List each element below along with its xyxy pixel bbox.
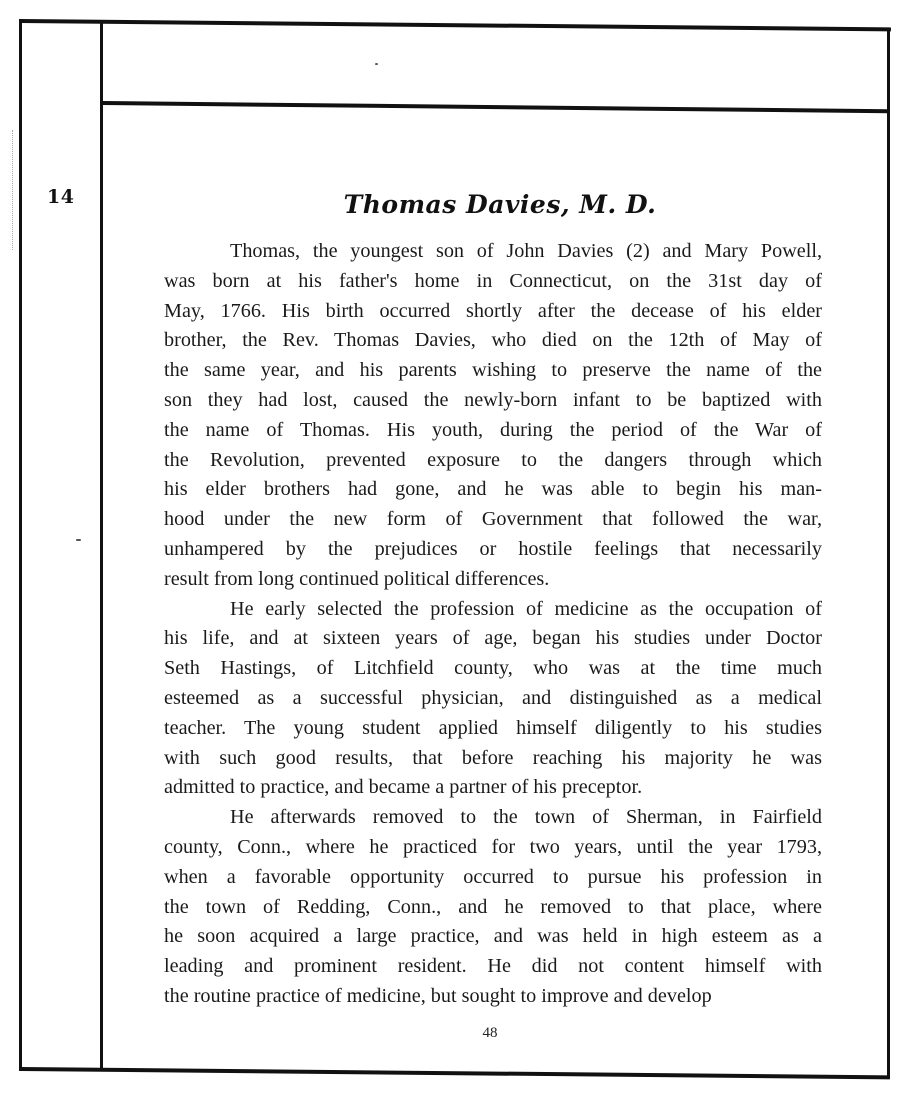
text-line-content: he soon acquired a large practice, and was held in high esteem as a	[164, 925, 822, 948]
paragraph	[164, 803, 822, 1012]
text-line	[164, 803, 822, 833]
header-band-divider	[102, 101, 889, 113]
text-line-content: the same year, and his parents wishing to preserve the name of the	[164, 359, 822, 382]
text-line	[164, 535, 822, 565]
text-line-content: He afterwards removed to the town of Sherman, in Fairfield	[230, 806, 822, 829]
text-line-content: the town of Redding, Conn., and he removed to that place, where	[164, 895, 822, 918]
text-line-content: the routine practice of medicine, but sought to improve and develop	[164, 984, 712, 1007]
text-line-content: admitted to practice, and became a partner of his preceptor.	[164, 776, 643, 799]
text-line-content: with such good results, that before reaching his majority he was	[164, 746, 822, 769]
margin-number: 14	[47, 186, 75, 208]
text-line-content: May, 1766. His birth occurred shortly after the decease of his elder	[164, 299, 822, 322]
text-line	[164, 446, 822, 476]
text-line-content: county, Conn., where he practiced for two years, until the year 1793,	[164, 835, 822, 858]
chapter-title: Thomas Davies, M. D.	[343, 190, 657, 219]
scan-speck	[76, 539, 81, 541]
text-line-content: Seth Hastings, of Litchfield county, who was at the time much	[164, 657, 822, 680]
text-line	[164, 356, 822, 386]
text-line	[164, 714, 822, 744]
text-line-content: was born at his father's home in Connecticut, on the 31st day of	[164, 269, 822, 292]
frame-right-border	[887, 29, 890, 1079]
text-line-content: teacher. The young student applied himself diligently to his studies	[164, 716, 822, 739]
text-line	[164, 773, 822, 803]
text-line-content: his life, and at sixteen years of age, began his studies under Doctor	[164, 627, 822, 650]
paragraph	[164, 595, 822, 804]
text-line-content: result from long continued political differences.	[164, 567, 550, 590]
text-line	[164, 952, 822, 982]
text-line-content: brother, the Rev. Thomas Davies, who died on the 12th of May of	[164, 329, 822, 352]
text-line-content: leading and prominent resident. He did not content himself with	[164, 955, 822, 978]
text-line	[164, 833, 822, 863]
text-line	[164, 565, 822, 595]
frame-left-border	[19, 19, 22, 1071]
text-line-content: unhampered by the prejudices or hostile feelings that necessarily	[164, 537, 822, 560]
text-line	[164, 654, 822, 684]
text-line	[164, 744, 822, 774]
text-line	[164, 386, 822, 416]
text-line-content: when a favorable opportunity occurred to pursue his profession in	[164, 865, 822, 888]
text-line-content: hood under the new form of Government that followed the war,	[164, 508, 822, 531]
text-line-content: the Revolution, prevented exposure to the dangers through which	[164, 448, 822, 471]
text-line-content: son they had lost, caused the newly-born infant to be baptized with	[164, 388, 822, 411]
scan-speck	[375, 63, 378, 65]
text-line	[164, 237, 822, 267]
frame-bottom-border	[20, 1067, 890, 1079]
text-line	[164, 684, 822, 714]
text-line	[164, 893, 822, 923]
text-line-content: Thomas, the youngest son of John Davies (2) and Mary Powell,	[230, 240, 822, 262]
text-line-content: He early selected the profession of medicine as the occupation of	[230, 597, 822, 620]
frame-top-border	[20, 19, 891, 31]
text-line	[164, 922, 822, 952]
paragraph	[164, 237, 822, 595]
text-line	[164, 982, 822, 1012]
gutter-divider	[100, 21, 103, 1069]
text-line	[164, 863, 822, 893]
text-line	[164, 267, 822, 297]
text-line-content: his elder brothers had gone, and he was able to begin his man-	[164, 478, 822, 501]
text-line-content: the name of Thomas. His youth, during the period of the War of	[164, 418, 822, 441]
text-line	[164, 624, 822, 654]
text-line	[164, 326, 822, 356]
scan-artifact-dotted-margin	[12, 130, 14, 250]
folio-page-number: 48	[482, 1025, 498, 1041]
body-text	[164, 237, 822, 1012]
text-line	[164, 475, 822, 505]
text-line	[164, 505, 822, 535]
text-line-content: esteemed as a successful physician, and distinguished as a medical	[164, 686, 822, 709]
text-line	[164, 416, 822, 446]
text-line	[164, 297, 822, 327]
text-line	[164, 595, 822, 625]
